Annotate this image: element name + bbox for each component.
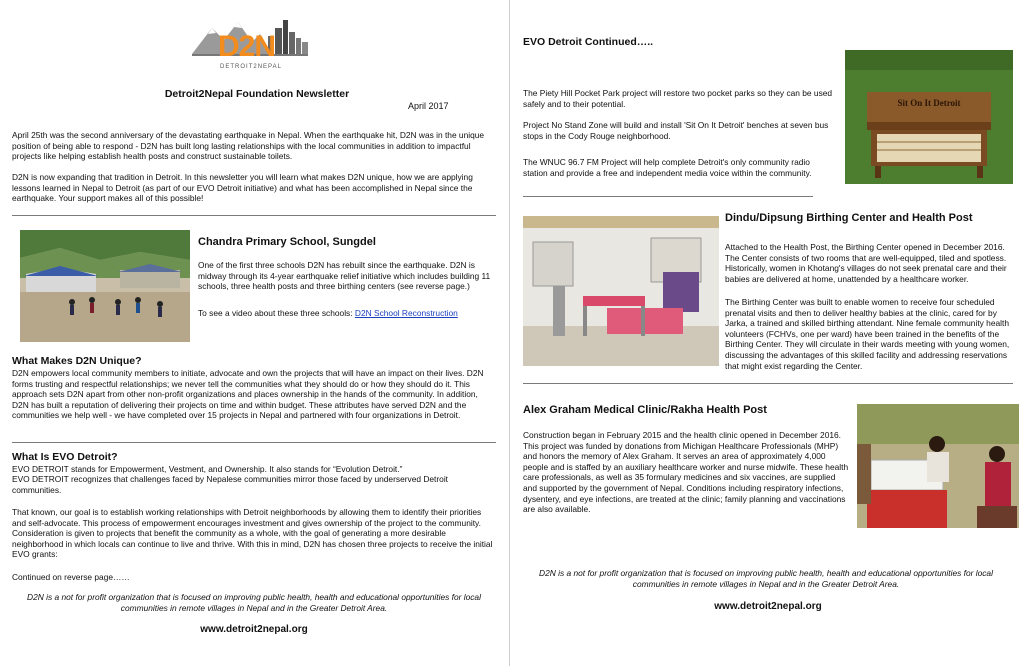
evo-project-pocket-park: The Piety Hill Pocket Park project will restore two pocket parks so they can be used safely and to their potential. bbox=[523, 88, 833, 109]
logo-subtext: DETROIT2NEPAL bbox=[220, 64, 282, 70]
evo-paragraph: That known, our goal is to establish working relationships with Detroit neighborhoods by allowing them to identify their priorities and self-advocate. This process of empowerment encourages investment and gives ownership of the project to the community. Consideration is given to projects that benefit the community as a whole, with the goal of generating a more desirable neighborhood in which locals can continue to live and thrive. With this in mind, D2N has chosen three projects to receive the initial EVO grants: bbox=[12, 507, 493, 560]
unique-heading: What Makes D2N Unique? bbox=[12, 355, 142, 367]
school-heading: Chandra Primary School, Sungdel bbox=[198, 236, 376, 248]
d2n-logo bbox=[190, 14, 310, 76]
birthing-center-photo bbox=[523, 216, 719, 366]
section-divider bbox=[523, 383, 1013, 384]
page-divider bbox=[509, 0, 510, 666]
school-video-link[interactable]: D2N School Reconstruction bbox=[354, 308, 458, 318]
school-text: One of the first three schools D2N has rebuilt since the earthquake. D2N is midway through its 4-year earthquake relief initiative which includes building 11 schools, three health posts and three birthing centers (see reverse page.) bbox=[198, 260, 491, 292]
footer-note: D2N is a not for profit organization that is focused on improving public health, health and educational opportunities for local communities in remote villages in Nepal and in the Greater Detroit Area. bbox=[27, 592, 481, 613]
evo-project-wnuc: The WNUC 96.7 FM Project will help complete Detroit's only community radio station and provide a free and independent media voice within the community. bbox=[523, 157, 812, 178]
bench-photo bbox=[845, 50, 1013, 184]
clinic-heading: Alex Graham Medical Clinic/Rakha Health Post bbox=[523, 404, 767, 416]
birthing-center-paragraph-2: The Birthing Center was built to enable women to receive four scheduled prenatal visits and then to deliver healthy babies at the clinic, cared for by Jarka, a trained and skilled birthing attendant. Nine female community health volunteers (FCHVs, one per ward) have been trained in the benefits of the Birthing Center. They will circulate in their wards meeting with young women, discussing the advantages of this skilled facility and addressing reservations that might exist regarding the Center. bbox=[725, 297, 1010, 371]
footer-website-link[interactable]: www.detroit2nepal.org bbox=[714, 601, 822, 612]
section-divider bbox=[12, 442, 496, 443]
clinic-photo bbox=[857, 404, 1019, 528]
continued-note: Continued on reverse page…… bbox=[12, 572, 130, 582]
footer-note: D2N is a not for profit organization that is focused on improving public health, health and educational opportunities for local communities in remote villages in Nepal and in the Greater Detroit Area. bbox=[539, 568, 993, 589]
evo-line-1: EVO DETROIT stands for Empowerment, Vestment, and Ownership. It also stands for “Evolution Detroit.” bbox=[12, 464, 403, 474]
clinic-text: Construction began in February 2015 and the health clinic opened in December 2016. This project was funded by donations from Michigan Healthcare Professionals (MHP) and honors the memory of Alex Graham. It serves an area of approximately 4,000 people and is staffed by an auxiliary healthcare worker and nurse midwife. These health care professionals, as well as 35 formulary medicines and six vaccines, are supplied and supported by the government of Nepal. Conditions including respiratory infections, dysentery, and eye infections, are treated at the clinic; family planning and vaccinations are also available. bbox=[523, 430, 849, 515]
newsletter-title: Detroit2Nepal Foundation Newsletter bbox=[164, 88, 350, 100]
section-divider bbox=[12, 215, 496, 216]
school-photo bbox=[20, 230, 190, 342]
birthing-center-heading: Dindu/Dipsung Birthing Center and Health Post bbox=[725, 212, 973, 224]
birthing-center-paragraph-1: Attached to the Health Post, the Birthing Center opened in December 2016. The Center consists of two rooms that are well-equipped, tiled and spotless. Historically, women in Khotang's villages do not seek prenatal care and their babies are delivered at home, unattended by a healthcare worker. bbox=[725, 242, 1007, 284]
newsletter-page-front bbox=[0, 0, 507, 666]
intro-paragraph-2: D2N is now expanding that tradition in Detroit. In this newsletter you will learn what makes D2N unique, how we are applying lessons learned in Nepal to Detroit (as part of our EVO Detroit initiative) and what has been accomplished in Nepal since the earthquake. Your support makes all of this possible! bbox=[12, 172, 473, 204]
video-prefix: To see a video about these three schools: bbox=[198, 308, 355, 318]
newsletter-date: April 2017 bbox=[408, 101, 449, 111]
intro-paragraph-1: April 25th was the second anniversary of the devastating earthquake in Nepal. When the earthquake hit, D2N was in the unique position of being able to respond - D2N has built long lasting relationships with the local communities in addition to impactful projects like helping establish health posts and construct sustainable toilets. bbox=[12, 130, 485, 162]
bench-sign-text: Sit On It Detroit bbox=[897, 98, 961, 108]
evo-line-2: EVO DETROIT recognizes that challenges faced by Nepalese communities mirror those faced by underserved Detroit communities. bbox=[12, 474, 449, 495]
newsletter-page-back bbox=[513, 0, 1024, 666]
school-video-line bbox=[198, 308, 496, 319]
footer-website-link[interactable]: www.detroit2nepal.org bbox=[200, 624, 308, 635]
evo-project-no-stand-zone: Project No Stand Zone will build and install 'Sit On It Detroit' benches at seven bus stops in the Cody Rouge neighborhood. bbox=[523, 120, 829, 141]
logo-mark: D2N bbox=[218, 30, 276, 63]
evo-continued-heading: EVO Detroit Continued….. bbox=[523, 36, 654, 48]
section-divider bbox=[523, 196, 813, 197]
evo-heading: What Is EVO Detroit? bbox=[12, 451, 118, 463]
unique-text: D2N empowers local community members to initiate, advocate and own the projects that will have an impact on their lives. D2N forms trusting and respectful relationships; we never tell the communities what they should do or how they should do it. This approach sets D2N apart from other non-profit organizations and places ownership in the hands of the community. In addition, D2N has built a reputation of delivering their projects on time and within budget. These attributes have served D2N and the communities we help well - we have completed over 15 projects in Nepal and partnered with four organizations in Detroit. bbox=[12, 368, 484, 421]
